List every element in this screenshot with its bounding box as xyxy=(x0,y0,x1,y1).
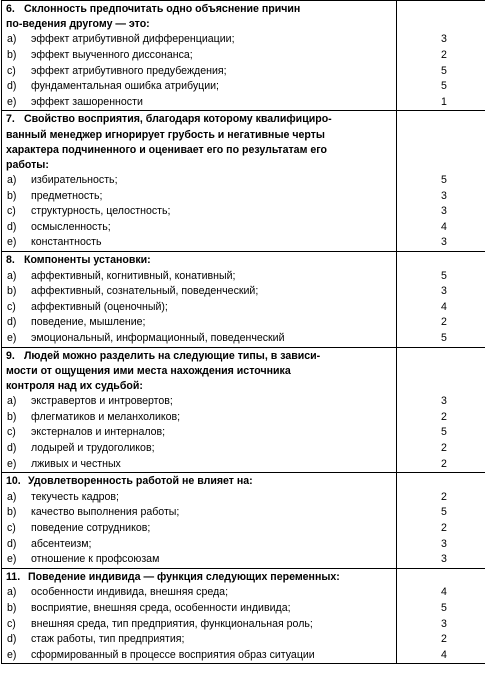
score-spacer xyxy=(397,253,485,269)
option-letter: b) xyxy=(7,601,17,614)
answer-option xyxy=(2,505,396,521)
score-spacer xyxy=(397,112,485,127)
question-title-line xyxy=(6,2,396,17)
option-letter: c) xyxy=(7,521,16,534)
option-text: лживых и честных xyxy=(31,457,121,470)
option-letter: a) xyxy=(7,174,17,187)
score-column xyxy=(397,252,485,347)
question-number: 10. xyxy=(6,475,21,488)
answer-option xyxy=(2,315,396,331)
questions-table-body xyxy=(2,1,485,664)
option-letter: c) xyxy=(7,426,16,439)
option-score: 3 xyxy=(441,189,447,202)
option-text: осмысленность; xyxy=(31,220,111,233)
question-title-text: характера подчиненного и оценивает его по результатам его xyxy=(6,143,327,156)
question-title-line xyxy=(6,143,396,158)
question-cell xyxy=(2,568,397,664)
option-text: эффект выученного диссонанса; xyxy=(31,48,193,61)
question-title-text: по-ведения другому — это: xyxy=(6,18,150,31)
option-text: аффективный, сознательный, поведенческий; xyxy=(31,285,259,298)
option-score: 2 xyxy=(441,316,447,329)
question-row xyxy=(2,568,485,664)
answer-option xyxy=(2,537,396,553)
option-text: восприятие, внешняя среда, особенности индивида; xyxy=(31,601,291,614)
option-letter: a) xyxy=(7,395,17,408)
answer-option xyxy=(2,585,396,601)
option-text: избирательность; xyxy=(31,174,118,187)
option-letter: d) xyxy=(7,316,17,329)
option-score: 2 xyxy=(441,457,447,470)
option-score: 5 xyxy=(441,506,447,519)
score-spacer xyxy=(397,570,485,586)
score-cell xyxy=(397,347,485,473)
answer-option xyxy=(2,457,396,473)
option-text: предметность; xyxy=(31,189,103,202)
question-number: 6. xyxy=(6,3,15,15)
answer-option xyxy=(2,632,396,648)
answer-option xyxy=(2,173,396,189)
question-title-line xyxy=(6,17,396,32)
option-text: качество выполнения работы; xyxy=(31,506,180,519)
option-text: эффект зашоренности xyxy=(31,95,143,108)
option-letter: e) xyxy=(7,553,17,566)
score-spacer xyxy=(397,2,485,17)
option-score: 3 xyxy=(441,33,447,46)
option-text: поведение сотрудников; xyxy=(31,521,151,534)
question-title-text: работы: xyxy=(6,158,49,171)
question-title-text: Компоненты установки: xyxy=(24,254,151,267)
option-text: флегматиков и меланхоликов; xyxy=(31,410,181,423)
option-letter: b) xyxy=(7,506,17,519)
question-title-line xyxy=(6,474,396,490)
option-letter: d) xyxy=(7,633,17,646)
option-text: экстерналов и интерналов; xyxy=(31,426,166,439)
question-title xyxy=(2,252,396,269)
option-letter: d) xyxy=(7,220,17,233)
option-text: эффект атрибутивного предубеждения; xyxy=(31,64,227,77)
option-text: эмоциональный, информационный, поведенческий xyxy=(31,332,285,345)
option-text: сформированный в процессе восприятия образ ситуации xyxy=(31,648,315,661)
answer-option xyxy=(2,48,396,64)
question-title-line xyxy=(6,253,396,269)
option-text: стаж работы, тип предприятия; xyxy=(31,633,185,646)
question-row xyxy=(2,473,485,569)
option-letter: d) xyxy=(7,441,17,454)
option-score: 5 xyxy=(441,64,447,77)
answer-option xyxy=(2,648,396,664)
option-letter: a) xyxy=(7,490,17,503)
option-score: 3 xyxy=(441,285,447,298)
answer-option xyxy=(2,220,396,236)
option-text: отношение к профсоюзам xyxy=(31,553,160,566)
option-score: 2 xyxy=(441,521,447,534)
answer-option xyxy=(2,204,396,220)
question-cell xyxy=(2,1,397,111)
questions-table xyxy=(1,0,485,664)
option-text: внешняя среда, тип предприятия, функциональная роль; xyxy=(31,617,313,630)
option-letter: b) xyxy=(7,410,17,423)
score-cell xyxy=(397,568,485,664)
question-title-line xyxy=(6,128,396,143)
score-column xyxy=(397,111,485,251)
question-number: 7. xyxy=(6,113,15,126)
question-title-text: Людей можно разделить на следующие типы, в зависи- xyxy=(24,349,321,362)
question-title xyxy=(2,348,396,395)
score-spacer xyxy=(397,143,485,158)
option-score: 2 xyxy=(441,48,447,61)
option-score: 3 xyxy=(441,205,447,218)
option-letter: b) xyxy=(7,285,17,298)
question-title-text: ванный менеджер игнорирует грубость и негативные черты xyxy=(6,128,325,141)
answer-option xyxy=(2,617,396,633)
option-text: структурность, целостность; xyxy=(31,205,171,218)
option-score: 4 xyxy=(441,586,447,599)
option-score: 5 xyxy=(441,80,447,93)
answer-option xyxy=(2,32,396,48)
option-letter: b) xyxy=(7,48,17,61)
answer-option xyxy=(2,490,396,506)
question-title-text: контроля над их судьбой: xyxy=(6,380,143,392)
answer-option xyxy=(2,269,396,285)
option-score: 3 xyxy=(441,553,447,566)
option-text: аффективный, когнитивный, конативный; xyxy=(31,269,236,282)
option-score: 5 xyxy=(441,332,447,345)
option-text: эффект атрибутивной дифференциации; xyxy=(31,33,235,46)
question-title xyxy=(2,1,396,32)
option-score: 3 xyxy=(441,537,447,550)
question-row xyxy=(2,1,485,111)
question-title-line xyxy=(6,364,396,379)
option-letter: a) xyxy=(7,586,17,599)
answer-option xyxy=(2,331,396,347)
answer-option xyxy=(2,79,396,95)
answer-option xyxy=(2,410,396,426)
score-cell xyxy=(397,1,485,111)
option-letter: a) xyxy=(7,33,17,46)
question-number: 9. xyxy=(6,349,15,362)
option-letter: d) xyxy=(7,537,17,550)
option-letter: e) xyxy=(7,457,17,470)
answer-option xyxy=(2,552,396,568)
option-letter: c) xyxy=(7,64,16,77)
option-score: 2 xyxy=(441,490,447,503)
question-title-line xyxy=(6,349,396,364)
answer-option xyxy=(2,189,396,205)
option-score: 2 xyxy=(441,410,447,423)
option-letter: e) xyxy=(7,648,17,661)
answer-option xyxy=(2,441,396,457)
option-text: особенности индивида, внешняя среда; xyxy=(31,586,229,599)
option-score: 5 xyxy=(441,426,447,439)
option-score: 3 xyxy=(441,236,447,249)
score-column xyxy=(397,1,485,110)
score-spacer xyxy=(397,379,485,394)
option-text: лодырей и трудоголиков; xyxy=(31,441,155,454)
option-letter: c) xyxy=(7,205,16,218)
score-column xyxy=(397,348,485,473)
question-cell xyxy=(2,473,397,569)
question-title-line xyxy=(6,158,396,173)
option-letter: d) xyxy=(7,80,17,93)
question-title xyxy=(2,473,396,490)
question-number: 11. xyxy=(6,570,21,583)
option-score: 4 xyxy=(441,648,447,661)
question-title-text: Поведение индивида — функция следующих переменных: xyxy=(28,570,340,583)
option-score: 5 xyxy=(441,269,447,282)
answer-option xyxy=(2,521,396,537)
question-title-line xyxy=(6,379,396,394)
option-text: фундаментальная ошибка атрибуции; xyxy=(31,80,219,93)
question-title-text: Удовлетворенность работой не влияет на: xyxy=(28,475,253,488)
score-spacer xyxy=(397,17,485,32)
option-score: 1 xyxy=(441,95,447,108)
question-row xyxy=(2,252,485,348)
option-score: 3 xyxy=(441,395,447,408)
question-cell xyxy=(2,252,397,348)
score-column xyxy=(397,473,485,568)
option-letter: e) xyxy=(7,332,17,345)
question-title xyxy=(2,111,396,173)
option-letter: a) xyxy=(7,269,17,282)
option-letter: c) xyxy=(7,617,16,630)
option-text: абсентеизм; xyxy=(31,537,92,550)
option-text: константность xyxy=(31,236,102,249)
question-cell xyxy=(2,347,397,473)
score-spacer xyxy=(397,158,485,173)
answer-option xyxy=(2,601,396,617)
option-text: аффективный (оценочный); xyxy=(31,300,168,313)
answer-option xyxy=(2,284,396,300)
option-letter: b) xyxy=(7,189,17,202)
question-title xyxy=(2,569,396,586)
option-text: поведение, мышление; xyxy=(31,316,146,329)
option-text: экстравертов и интровертов; xyxy=(31,395,173,408)
option-score: 4 xyxy=(441,220,447,233)
option-score: 5 xyxy=(441,174,447,187)
question-title-line xyxy=(6,112,396,127)
option-text: текучесть кадров; xyxy=(31,490,119,503)
question-row xyxy=(2,347,485,473)
score-spacer xyxy=(397,349,485,364)
option-score: 4 xyxy=(441,300,447,313)
question-number: 8. xyxy=(6,254,15,267)
answer-option xyxy=(2,235,396,251)
answer-option xyxy=(2,95,396,111)
score-spacer xyxy=(397,364,485,379)
score-cell xyxy=(397,252,485,348)
score-spacer xyxy=(397,128,485,143)
option-score: 3 xyxy=(441,617,447,630)
score-cell xyxy=(397,473,485,569)
question-title-text: Свойство восприятия, благодаря которому квалифициро- xyxy=(24,113,332,126)
option-score: 2 xyxy=(441,441,447,454)
option-letter: e) xyxy=(7,236,17,249)
option-letter: e) xyxy=(7,95,17,108)
answer-option xyxy=(2,300,396,316)
score-cell xyxy=(397,111,485,252)
question-row xyxy=(2,111,485,252)
score-spacer xyxy=(397,474,485,490)
answer-option xyxy=(2,425,396,441)
score-column xyxy=(397,569,485,664)
question-title-line xyxy=(6,570,396,586)
answer-option xyxy=(2,394,396,410)
option-letter: c) xyxy=(7,300,16,313)
question-cell xyxy=(2,111,397,252)
question-title-text: мости от ощущения ими места нахождения источника xyxy=(6,364,291,377)
option-score: 5 xyxy=(441,601,447,614)
answer-option xyxy=(2,64,396,80)
question-title-text: Склонность предпочитать одно объяснение причин xyxy=(24,3,301,15)
option-score: 2 xyxy=(441,633,447,646)
